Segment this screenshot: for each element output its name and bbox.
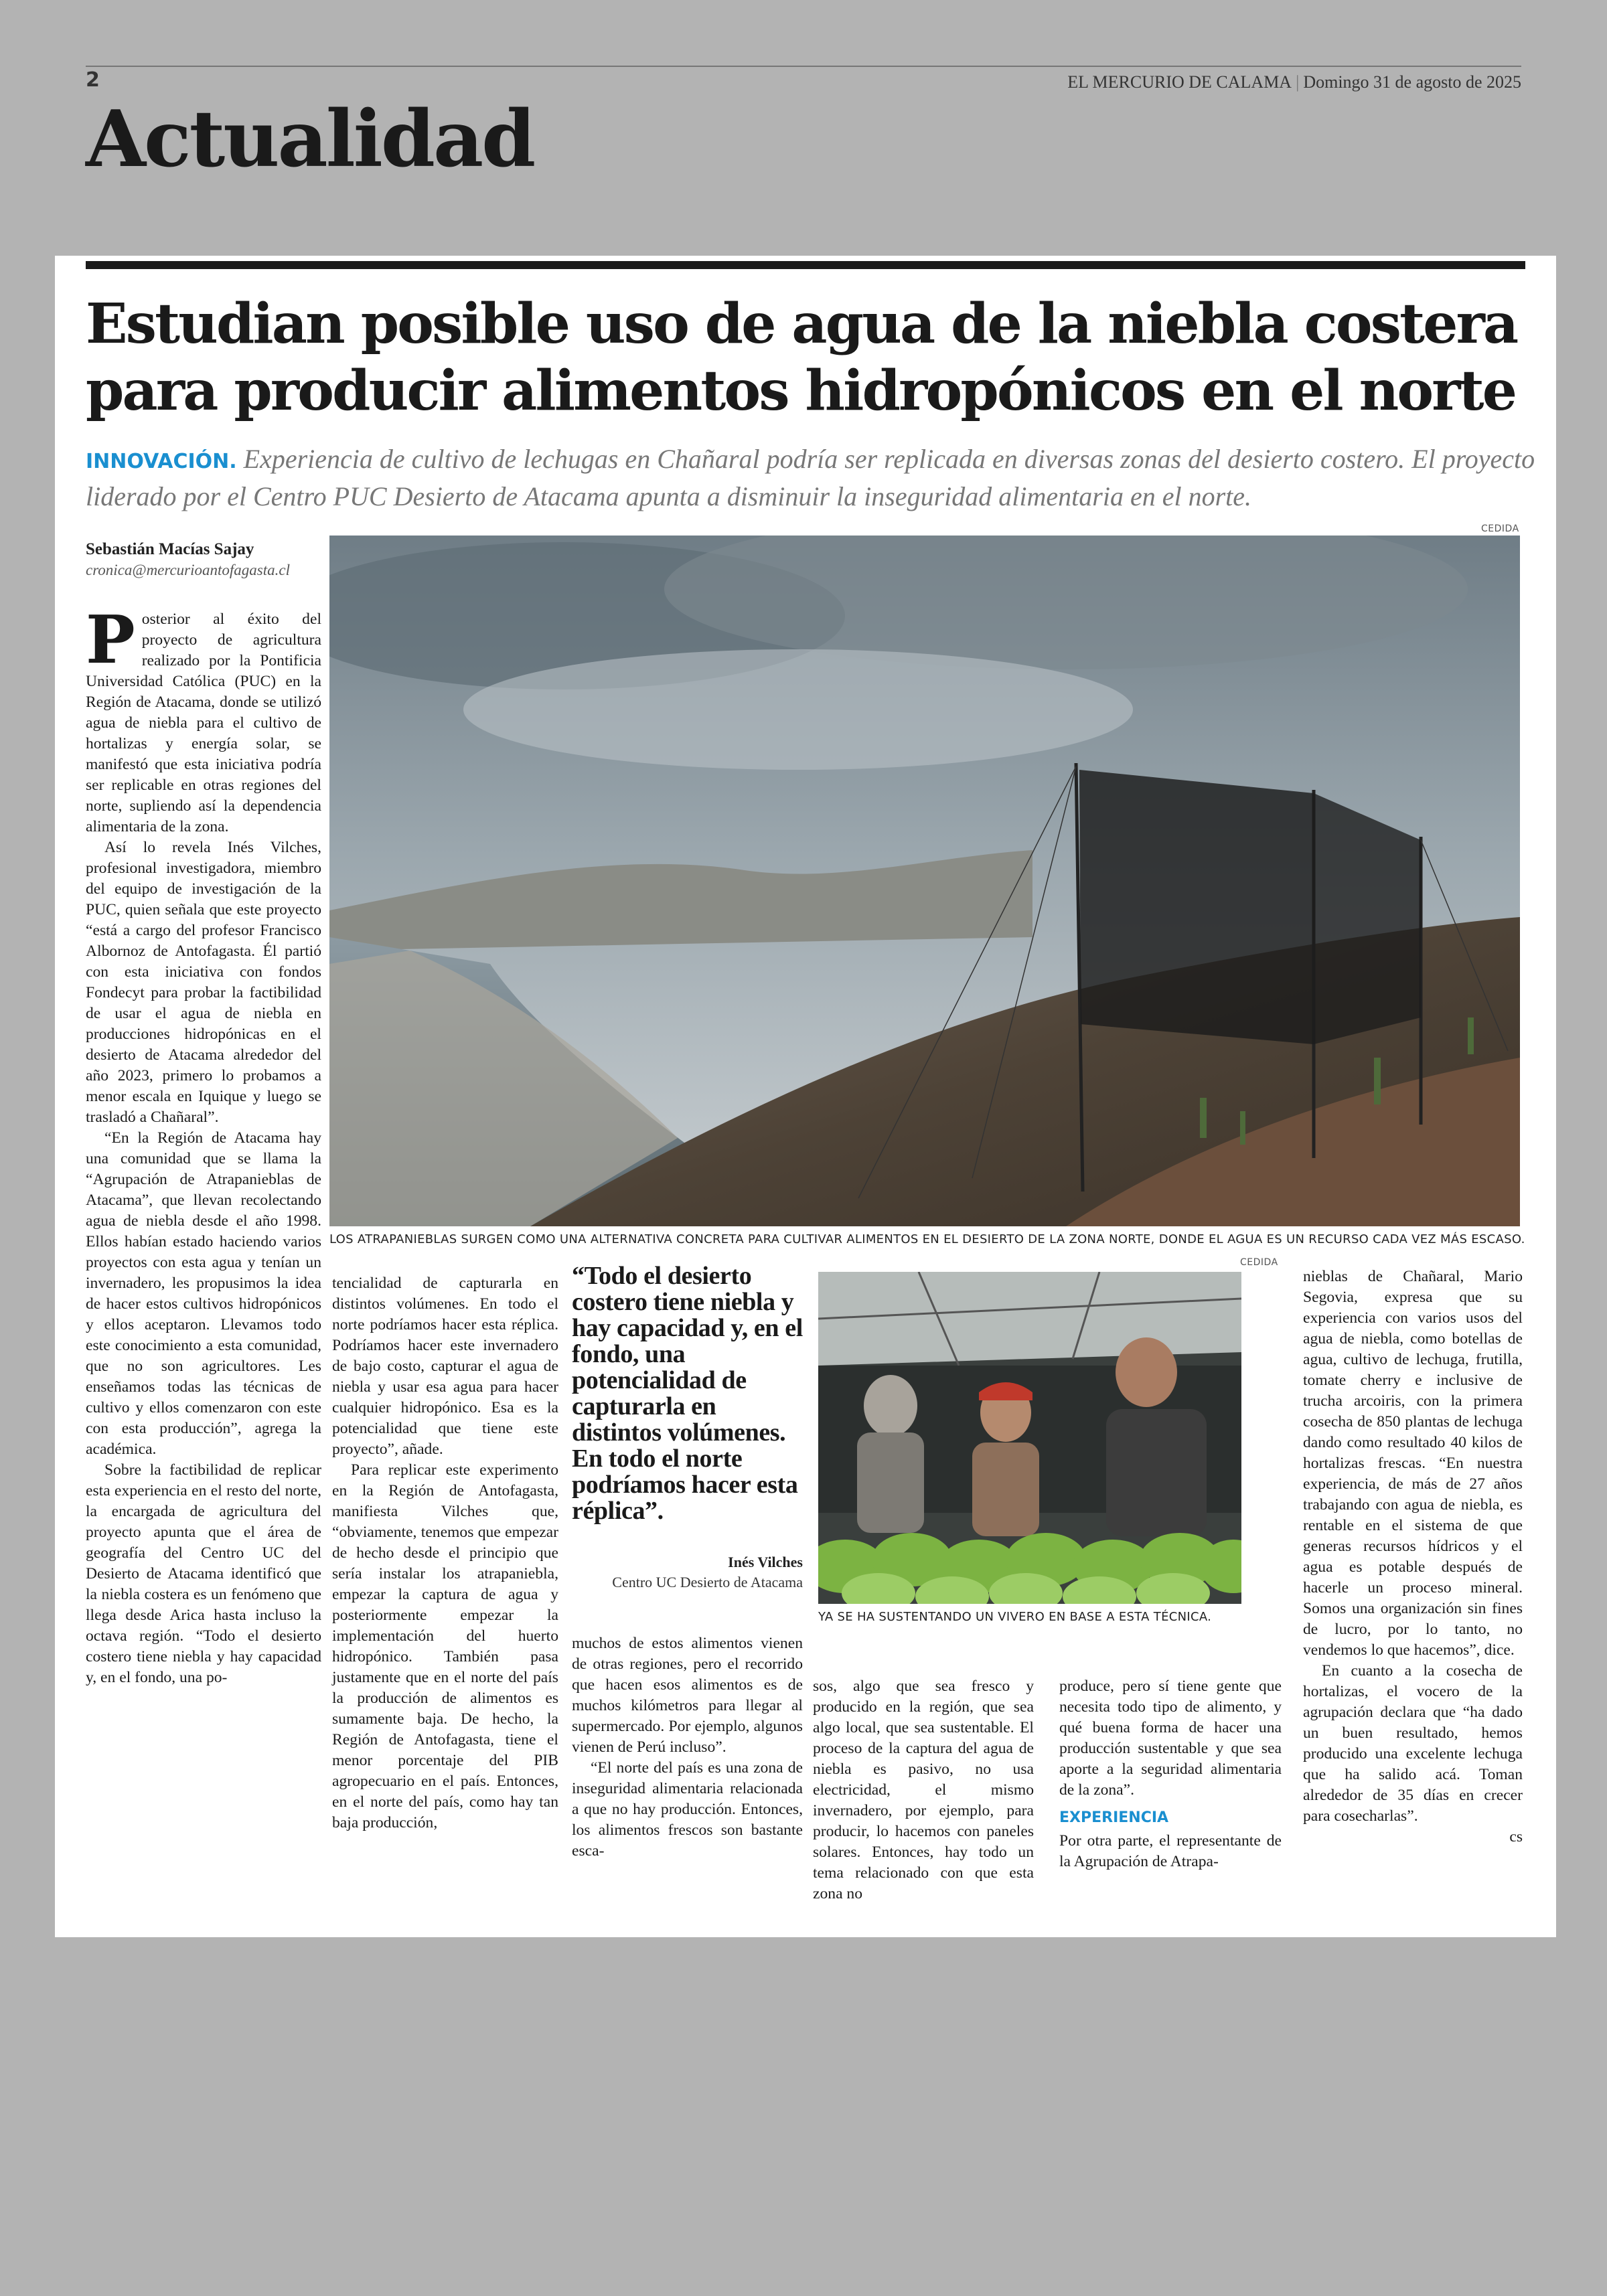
meta-separator: | xyxy=(1296,72,1300,92)
newspaper-name: EL MERCURIO DE CALAMA xyxy=(1067,72,1292,92)
end-mark: cs xyxy=(1509,1828,1523,1846)
section-title: Actualidad xyxy=(86,94,534,185)
column-2 xyxy=(332,1273,558,1833)
greenhouse-photo xyxy=(818,1272,1241,1604)
photo-caption-main: LOS ATRAPANIEBLAS SURGEN COMO UNA ALTERNATIVA CONCRETA PARA CULTIVAR ALIMENTOS EN EL DESIERTO DE LA ZONA NORTE, DONDE EL AGUA ES UN RECURSO CADA VEZ MÁS ESCASO. xyxy=(329,1232,1525,1246)
author-name: Sebastián Macías Sajay xyxy=(86,540,254,558)
paragraph: Así lo revela Inés Vilches, profesional investigadora, miembro del equipo de investigación de la PUC, quien señala que este proyecto “está a cargo del profesor Francisco Albornoz de Antofagasta. Él partió con esta iniciativa con fondos Fondecyt para probar la factibilidad de usar el agua de niebla en producciones hidropónicas en el desierto de Atacama alrededor del año 2023, primero lo probamos a menor escala en Iquique y luego se trasladó a Chañaral”. xyxy=(86,839,321,1126)
subhead-experiencia: EXPERIENCIA xyxy=(1059,1809,1169,1826)
headline: Estudian posible uso de agua de la niebla costera para producir alimentos hidropónicos en el norte xyxy=(86,292,1517,423)
paragraph: sos, algo que sea fresco y producido en la región, que sea algo local, que sea sustentable. El proceso de la captura del agua de niebla es pasivo, no usa electricidad, el mismo invernadero, por ejemplo, para producir, lo hacemos con paneles solares. Entonces, hay todo un tema relacionado con que esta zona no xyxy=(813,1677,1034,1902)
photo-credit-main: CEDIDA xyxy=(1481,523,1519,534)
page-top-rule xyxy=(86,66,1521,67)
greenhouse-photo-image xyxy=(818,1272,1241,1604)
article-top-rule xyxy=(86,261,1525,269)
column-3 xyxy=(572,1633,803,1862)
paragraph: En cuanto a la cosecha de hortalizas, el vocero de la agrupación declara que “ha dado un buen resultado, hemos producido una excelente lechuga que ha salido acá. Toman alrededor de 35 días en crecer para cosecharlas”. xyxy=(1303,1662,1523,1825)
photo-caption-second: YA SE HA SUSTENTANDO UN VIVERO EN BASE A ESTA TÉCNICA. xyxy=(818,1610,1212,1624)
paragraph: Posterior al éxito del proyecto de agricultura realizado por la Pontificia Universidad Católica (PUC) en la Región de Atacama, donde se utilizó agua de niebla para el cultivo de hortalizas y energía solar, se manifestó que esta iniciativa podría ser replicable en otras regiones del norte, supliendo así la dependencia alimentaria de la zona. xyxy=(86,602,321,835)
fog-catcher-photo xyxy=(329,536,1520,1226)
column-5 xyxy=(1059,1676,1282,1872)
column-6 xyxy=(1303,1266,1523,1848)
author-email[interactable]: cronica@mercurioantofagasta.cl xyxy=(86,562,290,578)
paragraph: tencialidad de capturarla en distintos volúmenes. En todo el norte podríamos hacer esta réplica. Podríamos hacer este invernadero de bajo costo, capturar el agua de niebla y usar esa agua para hacer cualquier hidropónico. Esa es la potencialidad que tiene este proyecto”, añade. xyxy=(332,1275,558,1458)
paragraph: nieblas de Chañaral, Mario Segovia, expresa que su experiencia con varios usos del agua de niebla, como botellas de agua, cultivo de lechuga, frutilla, tomate cherry e inclusive de trucha arcoiris, con la primera cosecha de 850 plantas de lechuga dando como resultado 40 kilos de hortalizas frescas. “En nuestra experiencia, de más de 27 años trabajando con agua de niebla, es rentable en el sistema de que generas recursos hídricos y el agua es potable después de hacerle un proceso mineral. Somos una organización sin fines de lucro, por lo tanto, no vendemos lo que hacemos”, dice. xyxy=(1303,1268,1523,1659)
column-4 xyxy=(813,1676,1034,1904)
page-meta xyxy=(1067,72,1521,92)
paragraph: Por otra parte, el representante de la Agrupación de Atrapa- xyxy=(1059,1832,1282,1870)
pull-quote-author: Inés Vilches xyxy=(728,1554,803,1570)
paragraph: Para replicar este experimento en la Región de Antofagasta, manifiesta Vilches que, “obviamente, tenemos que empezar de hecho desde el principio que sería instalar los atrapaniebla, empezar la captura de agua y posteriormente empezar la implementación del huerto hidropónico. También pasa justamente que en el norte del país la producción de alimentos es sumamente baja. De hecho, la Región de Antofagasta, tiene el menor porcentaje del PIB agropecuario en el país. Entonces, en el norte del país, como hay tan baja producción, xyxy=(332,1461,558,1831)
article xyxy=(55,256,1556,1937)
issue-date: Domingo 31 de agosto de 2025 xyxy=(1303,72,1521,92)
column-1 xyxy=(86,602,321,1688)
deck xyxy=(86,442,1539,514)
pull-quote-text: “Todo el desierto costero tiene niebla y hay capacidad y, en el fondo, una potencialidad de capturarla en distintos volúmenes. En todo el norte podríamos hacer esta réplica”. xyxy=(572,1262,803,1525)
paragraph: muchos de estos alimentos vienen de otras regiones, pero el recorrido que hacen esos alimentos es de muchos kilómetros para llegar al supermercado. Por ejemplo, algunos vienen de Perú incluso”. xyxy=(572,1635,803,1756)
kicker: INNOVACIÓN. xyxy=(86,450,237,473)
paragraph: produce, pero sí tiene gente que necesita todo tipo de alimento, y qué buena forma de hacer una producción sustentable y que sea aporte a la seguridad alimentaria de la zona”. xyxy=(1059,1677,1282,1799)
paragraph: Sobre la factibilidad de replicar esta experiencia en el resto del norte, la encargada de agricultura del proyecto apunta que el área de geografía del Centro UC del Desierto de Atacama identificó que la niebla costera es un fenómeno que llega desde Arica hasta incluso la octava región. “Todo el desierto costero tiene niebla y hay capacidad y, en el fondo, una po- xyxy=(86,1461,321,1686)
fog-catcher-photo-image xyxy=(329,536,1520,1226)
byline xyxy=(86,540,340,579)
paragraph: “En la Región de Atacama hay una comunidad que se llama la “Agrupación de Atrapanieblas de Atacama”, que llevan recolectando agua de niebla desde el año 1998. Ellos habían estado haciendo varios proyectos con esta agua y tenían un invernadero, les propusimos la idea de hacer estos cultivos hidropónicos y ellos aceptaron. Llevamos todo este conocimiento a esta comunidad, que no son agricultores. Les enseñamos todas las técnicas de cultivo y ellos comenzaron con este con esta producción”, agrega la académica. xyxy=(86,1129,321,1458)
page-number: 2 xyxy=(86,68,100,92)
photo-credit-second: CEDIDA xyxy=(1240,1257,1278,1268)
pull-quote-role: Centro UC Desierto de Atacama xyxy=(612,1574,803,1590)
pull-quote xyxy=(572,1263,803,1591)
deck-text: Experiencia de cultivo de lechugas en Chañaral podría ser replicada en diversas zonas del desierto costero. El proyecto liderado por el Centro PUC Desierto de Atacama apunta a disminuir la inseguridad alimentaria en el norte. xyxy=(86,444,1535,511)
paragraph: “El norte del país es una zona de inseguridad alimentaria relacionada a que no hay producción. Entonces, los alimentos frescos son bastante esca- xyxy=(572,1759,803,1860)
